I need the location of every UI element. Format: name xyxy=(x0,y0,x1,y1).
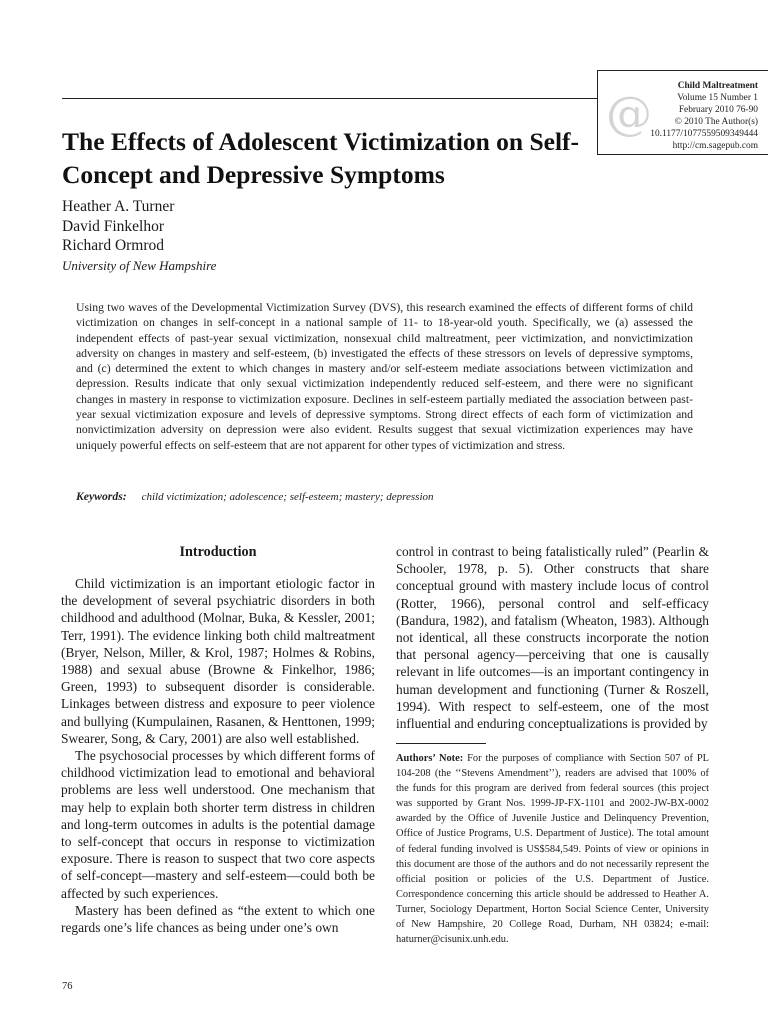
sage-watermark-icon: @ xyxy=(606,86,652,140)
body-paragraph: Child victimization is an important etiologic factor in the development of several psychiatric disorders in both childhood and adulthood (Molnar, Buka, & Kessler, 2001; Terr, 1991). The evidence linking both child maltreatment (Bryer, Nelson, Miller, & Krol, 1987; Holmes & Robins, 1988) and sexual abuse (Browne & Finkelhor, 1986; Green, 1993) to subsequent disorder is considerable. Linkages between distress and exposure to peer violence and bullying (Kumpulainen, Rasanen, & Henttonen, 1999; Swearer, Song, & Cary, 2001) are also well established. xyxy=(61,576,375,746)
keywords xyxy=(76,490,434,503)
section-heading-introduction: Introduction xyxy=(179,544,257,560)
journal-volume: Volume 15 Number 1 xyxy=(677,93,758,104)
journal-info xyxy=(650,80,758,153)
body-paragraph: control in contrast to being fatalistically ruled” (Pearlin & Schooler, 1978, p. 5). Other constructs that share conceptual ground with mastery include locus of control (Rotter, 1966), personal control and self-efficacy (Bandura, 1982), and fatalism (Wheaton, 1983). Although not identical, all these constructs incorporate the notion that personal agency—perceiving that one is causally relevant in life outcomes—is an important contingency in human development and functioning (Turner & Roszell, 1994). With respect to self-esteem, one of the most influential and enduring conceptualizations is provided by xyxy=(396,544,709,732)
body-paragraph: The psychosocial processes by which different forms of childhood victimization lead to emotional and behavioral problems are less well understood. One mechanism that may help to explain both shorter term distress in children and long-term outcomes in adults is the potential damage to self-concept that occurs in response to victimization exposure. There is reason to suspect that two core aspects of self-concept—mastery and self-esteem—could both be affected by such experiences. xyxy=(61,748,375,901)
journal-doi: 10.1177/1077559509349444 xyxy=(650,129,758,140)
left-column xyxy=(61,543,375,936)
journal-copyright: © 2010 The Author(s) xyxy=(674,117,758,128)
keywords-label: Keywords: xyxy=(76,490,127,503)
right-column xyxy=(396,543,709,732)
keywords-text: child victimization; adolescence; self-esteem; mastery; depression xyxy=(141,491,434,503)
journal-date-pages: February 2010 76-90 xyxy=(678,105,758,116)
abstract: Using two waves of the Developmental Victimization Survey (DVS), this research examined the effects of different forms of child victimization on changes in self-concept in a national sample of 11- to 18-year-old youth. Specifically, we (a) assessed the independent effects of past-year sexual victimization, nonsexual child maltreatment, peer victimization, and nonvictimization adversity on changes in mastery and self-esteem, (b) investigated the effects of these stressors on levels of depressive symptoms, and (c) determined the extent to which changes in mastery and/or self-esteem mediate associations between victimization and depression. Results indicate that only sexual victimization independently reduced self-esteem, and there were no significant changes in mastery in response to victimization exposure. Declines in self-esteem partially mediated the association between past-year sexual victimization exposure and levels of depressive symptoms. Strong direct effects of each form of victimization and nonvictimization adversity on depression were also evident. Results suggest that sexual victimization experiences may have uniquely powerful effects on self-esteem that are not apparent for other types of victimization and stress. xyxy=(76,301,693,452)
author-affiliation: University of New Hampshire xyxy=(62,257,217,273)
author-name: Heather A. Turner xyxy=(62,198,175,215)
author-name: David Finkelhor xyxy=(62,217,165,235)
authors-note xyxy=(396,751,709,947)
page-number: 76 xyxy=(62,981,73,992)
footnote-rule xyxy=(396,743,486,744)
author-list xyxy=(62,197,216,274)
author-name: Richard Ormrod xyxy=(62,237,165,254)
journal-url[interactable]: http://cm.sagepub.com xyxy=(672,141,758,152)
header-rule xyxy=(62,98,598,99)
authors-note-text: For the purposes of compliance with Section 507 of PL 104-208 (the ‘‘Stevens Amendment’’), readers are advised that 100% of the funds for this program are derived from federal sources (this project was supported by Grant Nos. 1999-JP-FX-1101 and 2002-JW-BX-0002 awarded by the Office of Juvenile Justice and Delinquency Prevention, Office of Justice Programs, U.S. Department of Justice). The total amount of federal funding involved is US$584,549. Points of view or opinions in this document are those of the authors and do not necessarily represent the official position or policies of the U.S. Department of Justice. Correspondence concerning this article should be addressed to Heather A. Turner, Sociology Department, Horton Social Science Center, University of New Hampshire, 20 College Road, Durham, NH 03824; e-mail: haturner@cisunix.unh.edu. xyxy=(396,753,710,946)
body-paragraph: Mastery has been defined as “the extent to which one regards one’s life chances as being under one’s own xyxy=(61,902,375,936)
article-title: The Effects of Adolescent Victimization on Self-Concept and Depressive Symptoms xyxy=(62,127,580,189)
authors-note-label: Authors’ Note: xyxy=(396,753,464,764)
journal-name: Child Maltreatment xyxy=(677,81,758,91)
